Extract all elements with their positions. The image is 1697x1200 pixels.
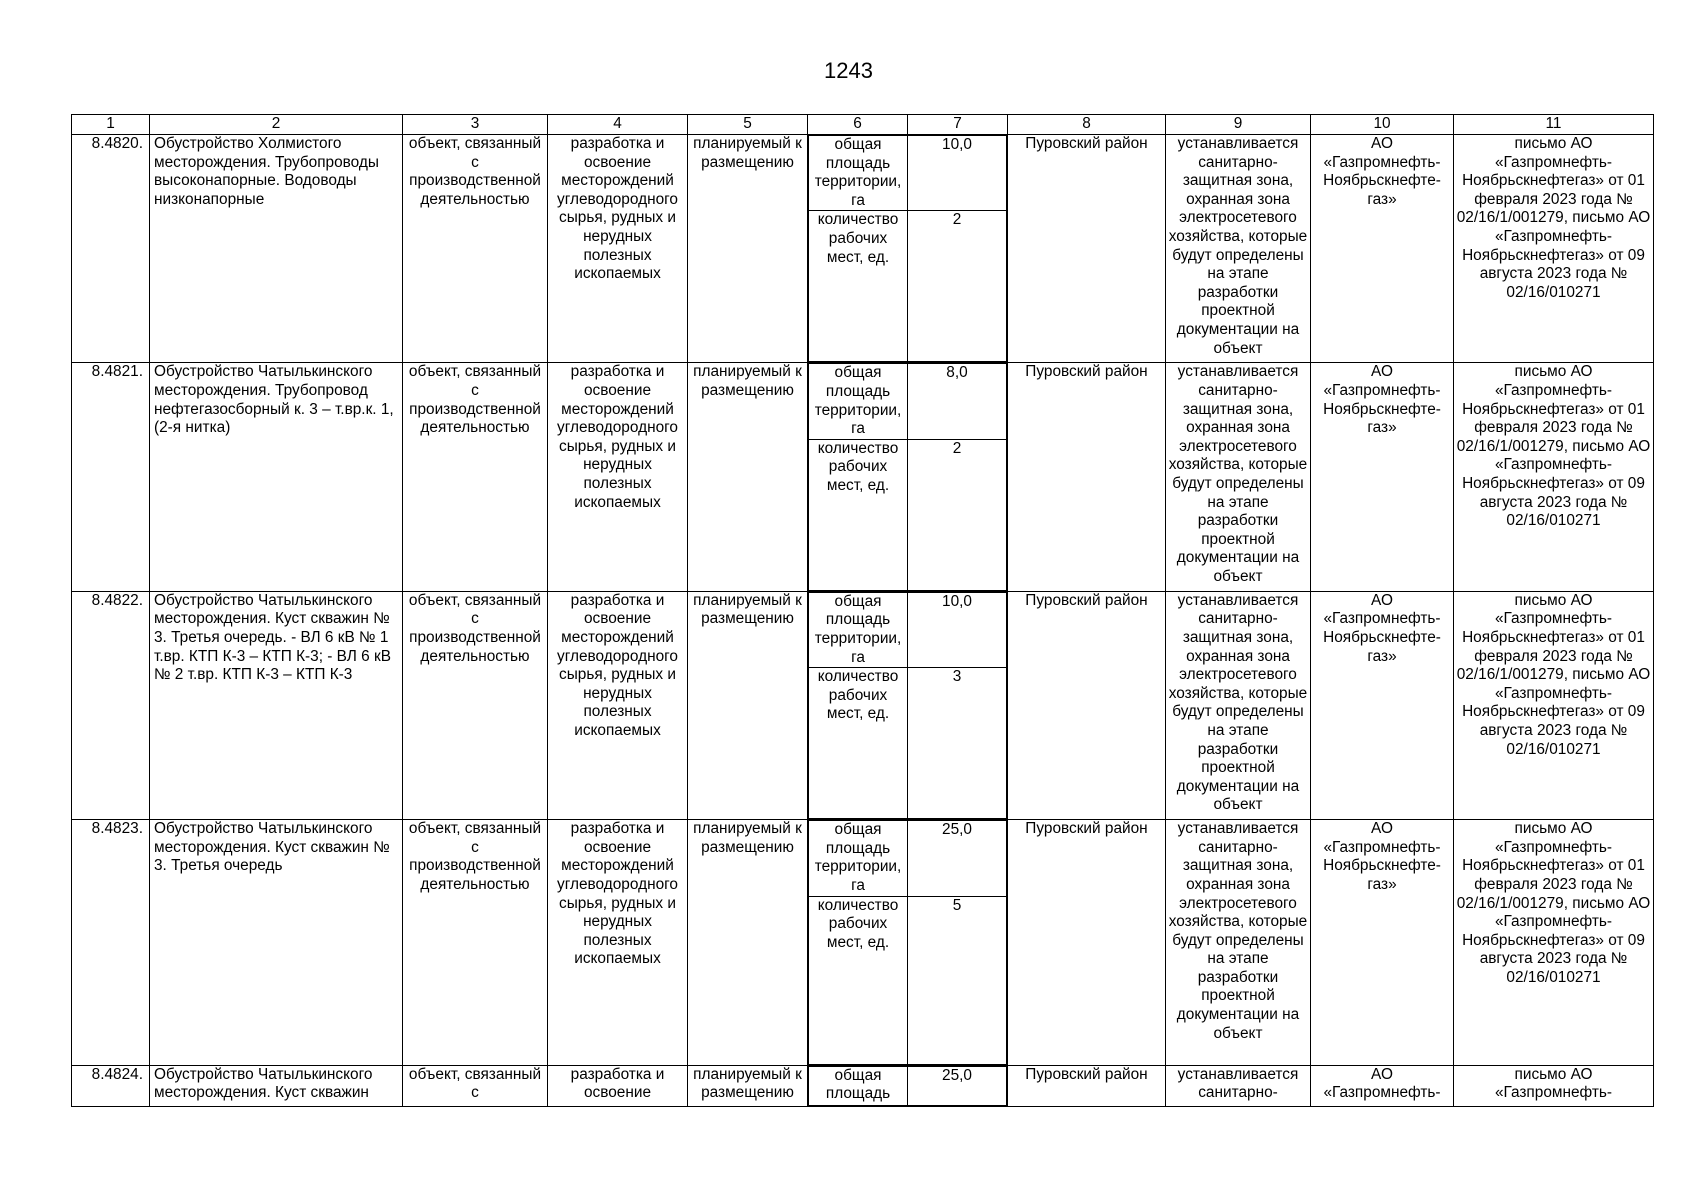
zone-info: устанавливается санитарно-защитная зона, охранная зона электросетевого хозяйства, которые будут определены на этапе разработки проектной документации на объект bbox=[1166, 135, 1311, 363]
object-type: объект, связанный с производственной деятельностью bbox=[403, 820, 548, 1065]
char-label: общая площадь территории, га bbox=[809, 364, 908, 439]
zone-info: устанавливается санитарно- bbox=[1166, 1065, 1311, 1106]
characteristics bbox=[808, 363, 1008, 591]
zone-info: устанавливается санитарно-защитная зона, охранная зона электросетевого хозяйства, которые будут определены на этапе разработки проектной документации на объект bbox=[1166, 591, 1311, 819]
object-status: планируемый к размещению bbox=[688, 1065, 808, 1106]
char-value: 3 bbox=[908, 668, 1007, 819]
col-header: 4 bbox=[548, 115, 688, 135]
col-header: 11 bbox=[1454, 115, 1654, 135]
col-header: 9 bbox=[1166, 115, 1311, 135]
object-status: планируемый к размещению bbox=[688, 820, 808, 1065]
object-status: планируемый к размещению bbox=[688, 135, 808, 363]
char-value: 25,0 bbox=[908, 1066, 1007, 1105]
object-purpose: разработка и освоение месторождений углеводородного сырья, рудных и нерудных полезных ископаемых bbox=[548, 363, 688, 591]
characteristics bbox=[808, 135, 1008, 363]
object-purpose: разработка и освоение месторождений углеводородного сырья, рудных и нерудных полезных ископаемых bbox=[548, 135, 688, 363]
location: Пуровский район bbox=[1008, 1065, 1166, 1106]
location: Пуровский район bbox=[1008, 591, 1166, 819]
object-purpose: разработка и освоение месторождений углеводородного сырья, рудных и нерудных полезных ископаемых bbox=[548, 591, 688, 819]
char-label: общая площадь территории, га bbox=[809, 592, 908, 667]
object-type: объект, связанный с производственной деятельностью bbox=[403, 591, 548, 819]
organization: АО «Газпромнефть-Ноябрьскнефте-газ» bbox=[1311, 135, 1454, 363]
object-name: Обустройство Холмистого месторождения. Трубопроводы высоконапорные. Водоводы низконапорные bbox=[150, 135, 403, 363]
table-row bbox=[72, 1065, 1654, 1106]
organization: АО «Газпромнефть-Ноябрьскнефте-газ» bbox=[1311, 363, 1454, 591]
char-label: количество рабочих мест, ед. bbox=[809, 896, 908, 1064]
char-label: количество рабочих мест, ед. bbox=[809, 211, 908, 362]
characteristics bbox=[808, 591, 1008, 819]
basis-document: письмо АО «Газпромнефть-Ноябрьскнефтегаз» от 01 февраля 2023 года № 02/16/1/001279, письмо АО «Газпромнефть-Ноябрьскнефтегаз» от 09 августа 2023 года № 02/16/010271 bbox=[1454, 820, 1654, 1065]
zone-info: устанавливается санитарно-защитная зона, охранная зона электросетевого хозяйства, которые будут определены на этапе разработки проектной документации на объект bbox=[1166, 820, 1311, 1065]
organization: АО «Газпромнефть-Ноябрьскнефте-газ» bbox=[1311, 820, 1454, 1065]
table-row bbox=[72, 135, 1654, 363]
basis-document: письмо АО «Газпромнефть-Ноябрьскнефтегаз» от 01 февраля 2023 года № 02/16/1/001279, письмо АО «Газпромнефть-Ноябрьскнефтегаз» от 09 августа 2023 года № 02/16/010271 bbox=[1454, 591, 1654, 819]
col-header: 8 bbox=[1008, 115, 1166, 135]
object-status: планируемый к размещению bbox=[688, 591, 808, 819]
object-type: объект, связанный с bbox=[403, 1065, 548, 1106]
organization: АО «Газпромнефть-Ноябрьскнефте-газ» bbox=[1311, 591, 1454, 819]
object-type: объект, связанный с производственной деятельностью bbox=[403, 363, 548, 591]
page-number: 1243 bbox=[824, 58, 873, 83]
char-label: количество рабочих мест, ед. bbox=[809, 668, 908, 819]
object-purpose: разработка и освоение bbox=[548, 1065, 688, 1106]
characteristics bbox=[808, 1065, 1008, 1106]
col-header: 5 bbox=[688, 115, 808, 135]
col-header: 7 bbox=[908, 115, 1008, 135]
table-row bbox=[72, 363, 1654, 591]
col-header: 2 bbox=[150, 115, 403, 135]
basis-document: письмо АО «Газпромнефть-Ноябрьскнефтегаз» от 01 февраля 2023 года № 02/16/1/001279, письмо АО «Газпромнефть-Ноябрьскнефтегаз» от 09 августа 2023 года № 02/16/010271 bbox=[1454, 135, 1654, 363]
row-number: 8.4821. bbox=[72, 363, 150, 591]
row-number: 8.4824. bbox=[72, 1065, 150, 1106]
char-label: количество рабочих мест, ед. bbox=[809, 439, 908, 590]
object-name: Обустройство Чатылькинского месторождения. Трубопровод нефтегазосборный к. 3 – т.вр.к. 1, (2-я нитка) bbox=[150, 363, 403, 591]
char-value: 25,0 bbox=[908, 821, 1007, 896]
char-label: общая площадь территории, га bbox=[809, 136, 908, 211]
col-header: 6 bbox=[808, 115, 908, 135]
char-label: общая площадь территории, га bbox=[809, 821, 908, 896]
location: Пуровский район bbox=[1008, 135, 1166, 363]
row-number: 8.4822. bbox=[72, 591, 150, 819]
char-value: 10,0 bbox=[908, 592, 1007, 667]
char-value: 2 bbox=[908, 211, 1007, 362]
characteristics bbox=[808, 820, 1008, 1065]
object-status: планируемый к размещению bbox=[688, 363, 808, 591]
char-value: 10,0 bbox=[908, 136, 1007, 211]
char-value: 5 bbox=[908, 896, 1007, 1064]
column-numbers-row bbox=[72, 115, 1654, 135]
registry-table bbox=[71, 114, 1654, 1107]
col-header: 1 bbox=[72, 115, 150, 135]
object-purpose: разработка и освоение месторождений углеводородного сырья, рудных и нерудных полезных ископаемых bbox=[548, 820, 688, 1065]
organization: АО «Газпромнефть- bbox=[1311, 1065, 1454, 1106]
zone-info: устанавливается санитарно-защитная зона, охранная зона электросетевого хозяйства, которые будут определены на этапе разработки проектной документации на объект bbox=[1166, 363, 1311, 591]
table-row bbox=[72, 820, 1654, 1065]
location: Пуровский район bbox=[1008, 363, 1166, 591]
row-number: 8.4820. bbox=[72, 135, 150, 363]
object-name: Обустройство Чатылькинского месторождения. Куст скважин № 3. Третья очередь. - ВЛ 6 кВ № 1 т.вр. КТП К-3 – КТП К-3; - ВЛ 6 кВ № 2 т.вр. КТП К-3 – КТП К-3 bbox=[150, 591, 403, 819]
basis-document: письмо АО «Газпромнефть-Ноябрьскнефтегаз» от 01 февраля 2023 года № 02/16/1/001279, письмо АО «Газпромнефть-Ноябрьскнефтегаз» от 09 августа 2023 года № 02/16/010271 bbox=[1454, 363, 1654, 591]
object-type: объект, связанный с производственной деятельностью bbox=[403, 135, 548, 363]
object-name: Обустройство Чатылькинского месторождения. Куст скважин bbox=[150, 1065, 403, 1106]
location: Пуровский район bbox=[1008, 820, 1166, 1065]
basis-document: письмо АО «Газпромнефть- bbox=[1454, 1065, 1654, 1106]
char-value: 8,0 bbox=[908, 364, 1007, 439]
char-value: 2 bbox=[908, 439, 1007, 590]
char-label: общая площадь bbox=[809, 1066, 908, 1105]
row-number: 8.4823. bbox=[72, 820, 150, 1065]
col-header: 3 bbox=[403, 115, 548, 135]
table-row bbox=[72, 591, 1654, 819]
object-name: Обустройство Чатылькинского месторождения. Куст скважин № 3. Третья очередь bbox=[150, 820, 403, 1065]
col-header: 10 bbox=[1311, 115, 1454, 135]
